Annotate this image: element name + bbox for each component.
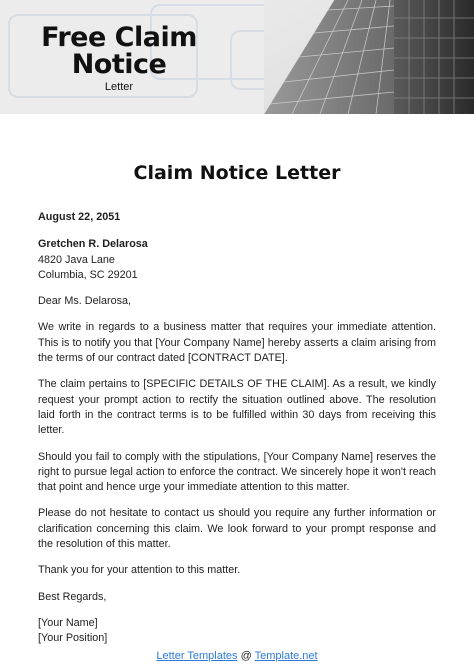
salutation: Dear Ms. Delarosa, [38, 295, 132, 308]
recipient-address-line1: 4820 Java Lane [38, 253, 115, 266]
recipient-address-line2: Columbia, SC 29201 [38, 268, 138, 281]
header-banner [0, 0, 474, 114]
letter-templates-link[interactable]: Letter Templates [156, 650, 238, 662]
paragraph: Should you fail to comply with the stipulations, [Your Company Name] reserves the right to pursue legal action to enforce the contract. We sincerely hope it won't reach that point and hence urge your immediate attention to this matter. [38, 450, 436, 494]
recipient-name: Gretchen R. Delarosa [38, 238, 148, 251]
signature-name: [Your Name] [38, 616, 98, 629]
letter-body [38, 210, 436, 647]
template-net-link[interactable]: Template.net [254, 650, 318, 662]
building-photo [264, 0, 474, 114]
paragraph: The claim pertains to [SPECIFIC DETAILS OF THE CLAIM]. As a result, we kindly request your prompt action to rectify the situation outlined above. The resolution laid forth in the contract terms is to be fulfilled within 30 days from receiving this letter. [38, 378, 436, 437]
banner-title-line2: Notice [71, 49, 167, 80]
footer [0, 650, 474, 662]
banner-title-line1: Free Claim [41, 22, 197, 53]
letter-date: August 22, 2051 [38, 211, 121, 223]
paragraph: Thank you for your attention to this matter. [38, 564, 241, 577]
recipient-block [38, 237, 436, 283]
closing: Best Regards, [38, 590, 107, 603]
signature-block [38, 616, 436, 647]
paragraph: Please do not hesitate to contact us should you require any further information or clarification concerning this claim. We look forward to your prompt response and the resolution of this matter. [38, 507, 436, 551]
banner-title [24, 24, 214, 93]
footer-separator: @ [237, 650, 255, 662]
document-heading: Claim Notice Letter [133, 162, 341, 184]
banner-subtitle: Letter [104, 81, 134, 93]
paragraph: We write in regards to a business matter that requires your immediate attention. This is to notify you that [Your Company Name] hereby asserts a claim arising from the terms of our contract dated [CONTRACT DATE]. [38, 321, 436, 365]
signature-position: [Your Position] [38, 632, 108, 645]
